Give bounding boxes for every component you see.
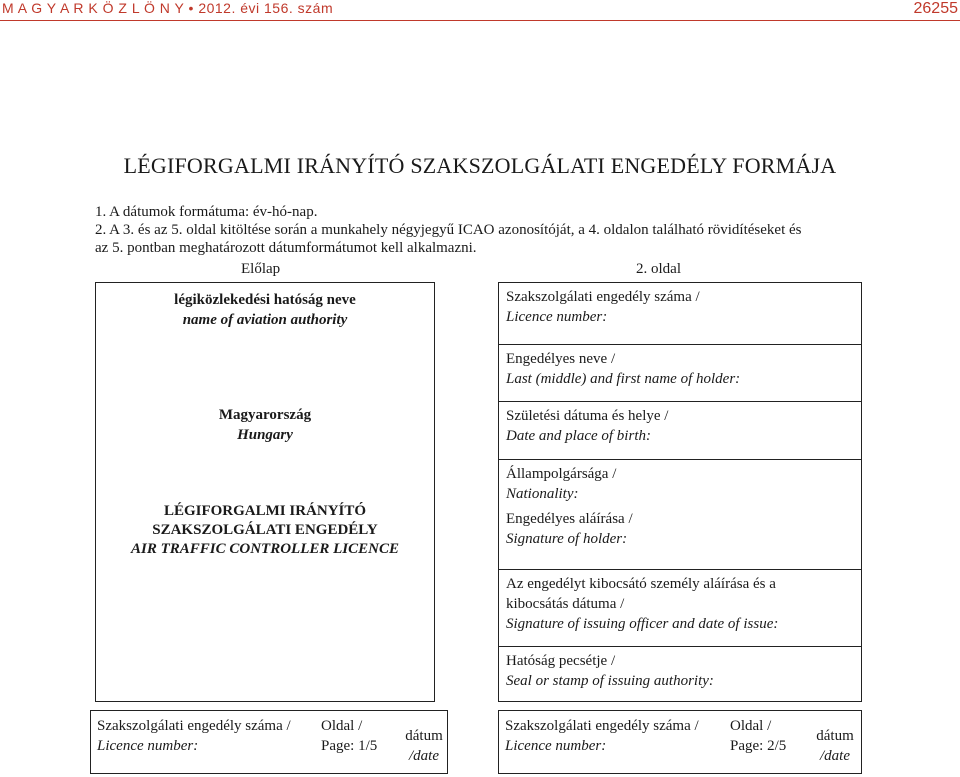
footer-front-date: [400, 726, 448, 766]
footer-page-en: Page: 2/5: [730, 738, 787, 754]
footer-number-en: Licence number:: [97, 738, 199, 754]
page-number: 26255: [913, 0, 958, 17]
field-label-en: Seal or stamp of issuing authority:: [506, 673, 714, 689]
field-holder-name: [499, 344, 861, 389]
footer-page2-number: [505, 716, 699, 756]
field-label-en: Nationality:: [506, 486, 579, 502]
field-label-hu: Engedélyes aláírása /: [506, 511, 633, 527]
page-title: LÉGIFORGALMI IRÁNYÍTÓ SZAKSZOLGÁLATI ENGEDÉLY FORMÁJA: [123, 153, 837, 178]
field-label-en: Signature of issuing officer and date of issue:: [506, 616, 779, 632]
front-country: [95, 405, 435, 445]
footer-front-page: [321, 716, 377, 756]
authority-name-en: name of aviation authority: [182, 312, 348, 328]
field-label-hu-2: kibocsátás dátuma /: [506, 596, 625, 612]
note-line-3: az 5. pontban meghatározott dátumformátumot kell alkalmazni.: [95, 240, 477, 256]
field-licence-number: [499, 283, 861, 327]
front-authority: [95, 290, 435, 330]
footer-date-en: /date: [409, 748, 439, 764]
front-label: Előlap: [241, 261, 281, 277]
field-label-en: Signature of holder:: [506, 531, 628, 547]
footer-date-en: /date: [820, 748, 850, 764]
journal-header: [0, 0, 960, 22]
field-nationality: [499, 459, 861, 504]
field-issuing-officer: [499, 569, 861, 634]
footer-page-hu: Oldal /: [321, 718, 363, 734]
field-birth: [499, 401, 861, 446]
note-line-2: 2. A 3. és az 5. oldal kitöltése során a munkahely négyjegyű ICAO azonosítóját, a 4. oldalon található rövidítéseket és: [95, 222, 802, 238]
footer-number-hu: Szakszolgálati engedély száma /: [505, 718, 699, 734]
field-label-en: Date and place of birth:: [506, 428, 651, 444]
country-en: Hungary: [237, 427, 293, 443]
field-label-hu: Születési dátuma és helye /: [506, 408, 669, 424]
field-label-hu: Az engedélyt kibocsátó személy aláírása és a: [506, 576, 776, 592]
footer-page-hu: Oldal /: [730, 718, 772, 734]
country-hu: Magyarország: [218, 407, 312, 423]
front-licence-title: [95, 502, 435, 559]
note-line-1: 1. A dátumok formátuma: év-hó-nap.: [95, 204, 318, 220]
licence-title-hu-1: LÉGIFORGALMI IRÁNYÍTÓ: [163, 503, 367, 519]
page2-label: 2. oldal: [636, 261, 681, 277]
field-seal: [499, 646, 861, 691]
field-label-hu: Engedélyes neve /: [506, 351, 616, 367]
footer-page2-page: [730, 716, 786, 756]
front-page-box: [95, 282, 435, 702]
footer-number-en: Licence number:: [505, 738, 607, 754]
footer-number-hu: Szakszolgálati engedély száma /: [97, 718, 291, 734]
header-rule: [0, 20, 960, 21]
footer-page2-date: [810, 726, 860, 766]
page2-box: [498, 282, 862, 702]
field-holder-signature: [499, 505, 861, 549]
footer-date-hu: dátum: [816, 728, 854, 744]
field-label-en: Last (middle) and first name of holder:: [506, 371, 741, 387]
footer-date-hu: dátum: [405, 728, 443, 744]
authority-name-hu: légiközlekedési hatóság neve: [174, 292, 356, 308]
journal-title: M A G Y A R K Ö Z L Ö N Y • 2012. évi 156. szám: [2, 0, 334, 16]
footer-front-number: [97, 716, 291, 756]
field-label-hu: Hatóság pecsétje /: [506, 653, 616, 669]
field-label-hu: Állampolgársága /: [506, 466, 617, 482]
footer-page-en: Page: 1/5: [321, 738, 378, 754]
licence-title-hu-2: SZAKSZOLGÁLATI ENGEDÉLY: [152, 522, 378, 538]
field-label-hu: Szakszolgálati engedély száma /: [506, 289, 700, 305]
field-label-en: Licence number:: [506, 309, 608, 325]
licence-title-en: AIR TRAFFIC CONTROLLER LICENCE: [131, 541, 399, 557]
